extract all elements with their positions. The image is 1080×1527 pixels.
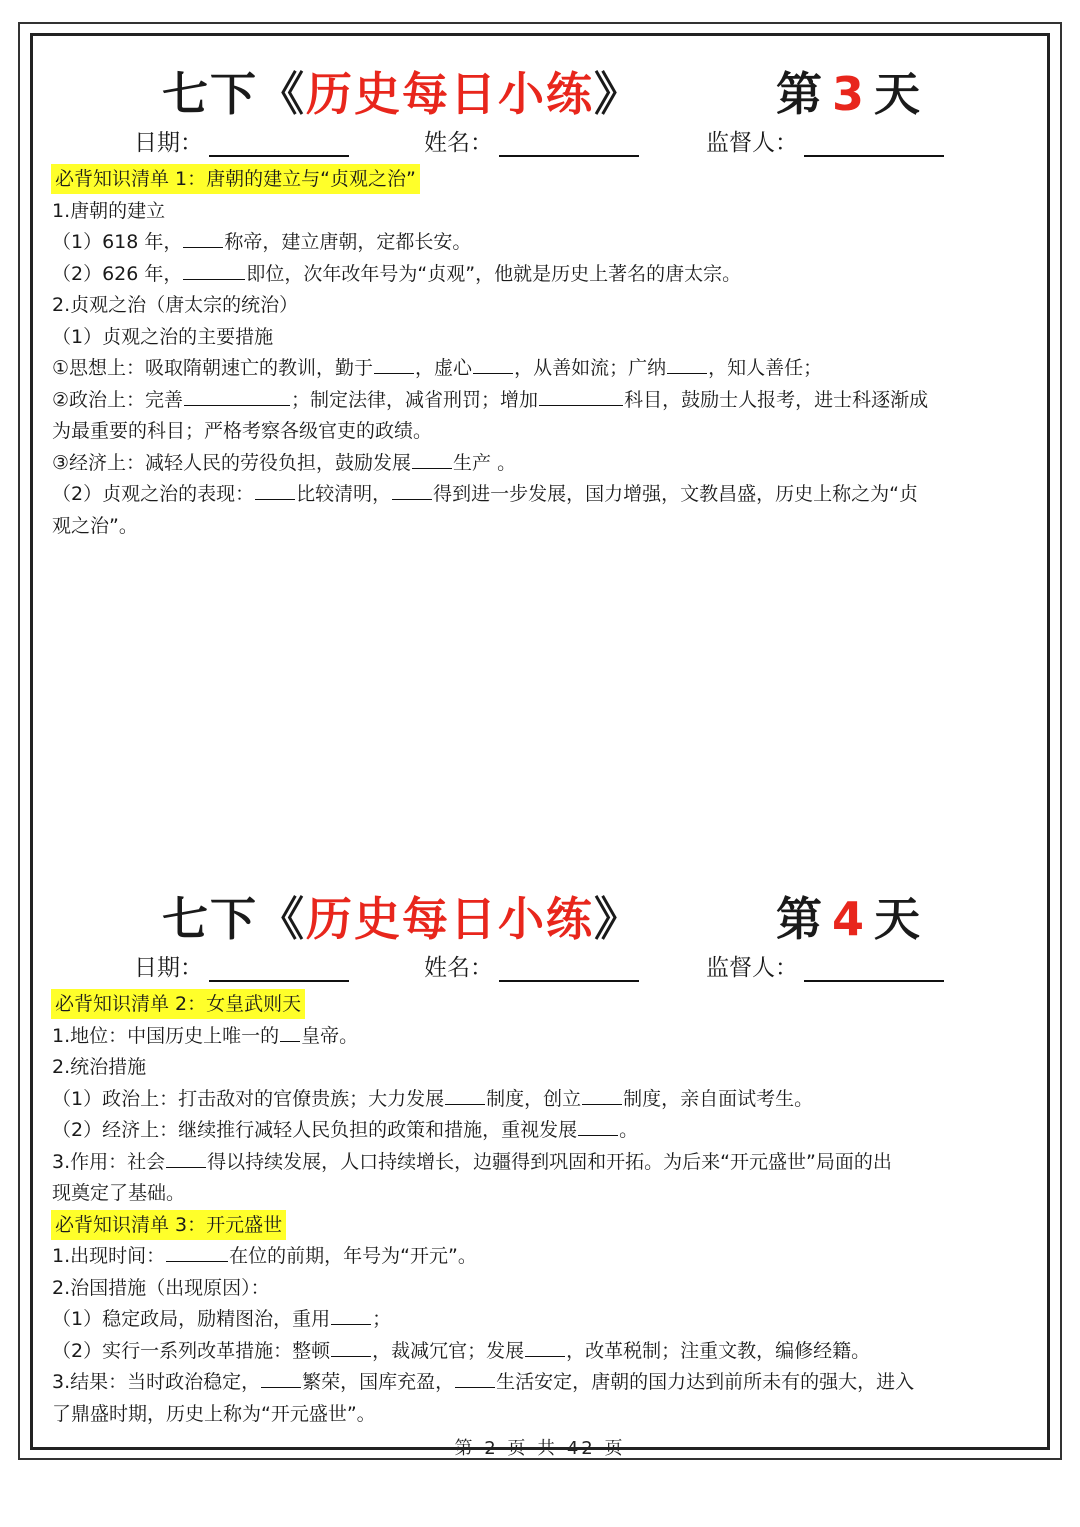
d3-line: 观之治”。 (52, 514, 138, 537)
d3-line: 1.唐朝的建立 (52, 199, 166, 222)
d3-line: ③经济上：减轻人民的劳役负担，鼓励发展 生产 。 (52, 448, 1032, 480)
d3-line: （1）618 年， 称帝，建立唐朝，定都长安。 (52, 227, 1032, 259)
day4-info-row (52, 947, 1032, 989)
d3-line: 2.贞观之治（唐太宗的统治） (52, 294, 299, 316)
d4-line: 3.作用：社会 得以持续发展，人口持续增长，边疆得到巩固和开拓。为后来“开元盛世”局面的出 (52, 1147, 1032, 1179)
list1-heading: 必背知识清单 1：唐朝的建立与“贞观之治” (52, 164, 1032, 196)
d4-line: 1.出现时间： 在位的前期，年号为“开元”。 (52, 1241, 1032, 1273)
d4-line: 2.统治措施 (52, 1056, 147, 1078)
day4-name-field[interactable]: 姓名： (424, 949, 639, 982)
d3-line: （2）贞观之治的表现： 比较清明， 得到进一步发展，国力增强，文教昌盛，历史上称之为“贞 (52, 479, 1032, 511)
d3-line: ②政治上：完善 ；制定法律，减省刑罚；增加 科目，鼓励士人报考，进士科逐渐成 (52, 385, 1032, 417)
d3-line: （1）贞观之治的主要措施 (52, 325, 274, 348)
d4-line: （1）稳定政局，励精图治，重用 ； (52, 1304, 1032, 1336)
day3-name-field[interactable]: 姓名： (424, 124, 639, 157)
d4-line: 3.结果：当时政治稳定， 繁荣，国库充盈， 生活安定，唐朝的国力达到前所未有的强大，进入 (52, 1367, 1032, 1399)
day4-date-field[interactable]: 日期： (134, 949, 349, 982)
list2-heading: 必背知识清单 2：女皇武则天 (52, 989, 1032, 1021)
day4-day-label: 第 4 天 (776, 892, 921, 946)
d3-line: 为最重要的科目；严格考察各级官吏的政绩。 (52, 420, 433, 442)
d4-line: （1）政治上：打击敌对的官僚贵族；大力发展 制度，创立 制度，亲自面试考生。 (52, 1084, 1032, 1116)
day4-title: 七下《历史每日小练》 (162, 892, 642, 946)
d4-line: 2.治国措施（出现原因）： (52, 1276, 270, 1299)
day3-day-label: 第 3 天 (776, 67, 921, 121)
day4-supervisor-field[interactable]: 监督人： (706, 949, 944, 982)
day3-section (52, 58, 1032, 542)
day3-info-row (52, 122, 1032, 164)
d4-line: （2）实行一系列改革措施：整顿 ，裁减冗官；发展 ，改革税制；注重文教，编修经籍。 (52, 1336, 1032, 1368)
d4-line: （2）经济上：继续推行减轻人民负担的政策和措施，重视发展 。 (52, 1115, 1032, 1147)
day4-title-row (52, 883, 1032, 947)
d3-line: （2）626 年， 即位，次年改年号为“贞观”，他就是历史上著名的唐太宗。 (52, 259, 1032, 291)
day4-section (52, 883, 1032, 1430)
d4-line: 现奠定了基础。 (52, 1182, 186, 1204)
day3-title: 七下《历史每日小练》 (162, 67, 642, 121)
d4-line: 了鼎盛时期，历史上称为“开元盛世”。 (52, 1402, 376, 1425)
d4-line: 1.地位：中国历史上唯一的 皇帝。 (52, 1021, 1032, 1053)
list3-heading: 必背知识清单 3：开元盛世 (52, 1210, 1032, 1242)
day3-title-row (52, 58, 1032, 122)
day3-date-field[interactable]: 日期： (134, 124, 349, 157)
d3-line: ①思想上：吸取隋朝速亡的教训，勤于 ，虚心 ，从善如流；广纳 ，知人善任； (52, 353, 1032, 385)
day3-supervisor-field[interactable]: 监督人： (706, 124, 944, 157)
page-footer: 第 2 页 共 42 页 (454, 1438, 626, 1459)
